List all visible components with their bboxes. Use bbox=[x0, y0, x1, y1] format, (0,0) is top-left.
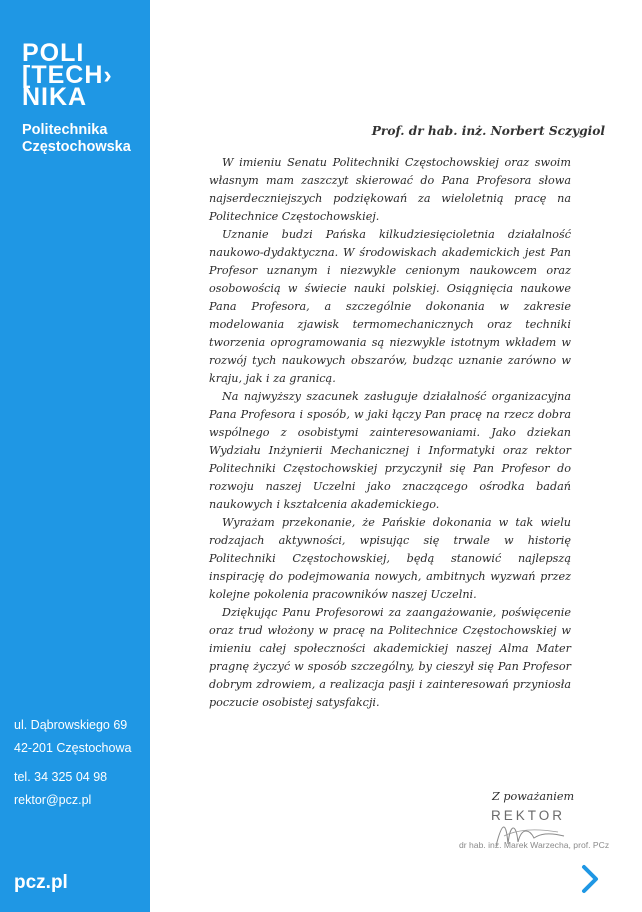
logo-line: [TECH› bbox=[22, 61, 113, 89]
letter-paragraph: W imieniu Senatu Politechniki Częstochowskiej oraz swoim własnym mam zaszczyt skierować do Pana Profesora słowa najserdeczniejszych podziękowań za wieloletnią pracę na Politechnice Częstochowskiej. bbox=[209, 156, 571, 223]
letter-body bbox=[209, 154, 571, 712]
chevron-right-icon[interactable] bbox=[580, 864, 600, 894]
university-name-line: Politechnika bbox=[22, 122, 108, 138]
rector-title: REKTOR bbox=[491, 808, 566, 823]
letter-paragraph: Uznanie budzi Pańska kilkudziesięcioletnia działalność naukowo-dydaktyczna. W środowiskach akademickich jest Pan Profesor uznanym i niezwykle cenionym naukowcem oraz osobowością w świecie nauki polskiej. Osiągnięcia naukowe Pana Profesora, a szczególnie dokonania w zakresie modelowania zjawisk termomechanicznych oraz techniki tworzenia oprogramowania są niezwykle istotnym wkładem w rozwój tych naukowych obszarów, budząc uznanie zarówno w kraju, jak i za granicą. bbox=[209, 228, 571, 385]
logo-line: POLI bbox=[22, 39, 85, 67]
address-city: 42-201 Częstochowa bbox=[14, 741, 132, 755]
sidebar bbox=[0, 0, 150, 912]
contact bbox=[14, 766, 107, 812]
letter-paragraph: Dziękując Panu Profesorowi za zaangażowanie, poświęcenie oraz trud włożony w pracę na Politechnice Częstochowskiej w imieniu całej społeczności akademickiej naszej Alma Mater pragnę życzyć w sposób szczególny, by cieszył się Pan Profesor dobrym zdrowiem, a realizacja pasji i zainteresowań przyniosła poczucie osobistej satysfakcji. bbox=[209, 606, 571, 709]
email-address: rektor@pcz.pl bbox=[14, 793, 92, 807]
recipient-name: Prof. dr hab. inż. Norbert Sczygiol bbox=[371, 124, 605, 138]
letter-paragraph: Wyrażam przekonanie, że Pańskie dokonania w tak wielu rodzajach aktywności, wpisując się trwale w historię Politechniki Częstochowskiej, będą stanowić najlepszą inspirację do podejmowania nowych, ambitnych wyzwań przez kolejne pokolenia pracowników naszej Uczelni. bbox=[209, 516, 571, 601]
closing-salutation: Z poważaniem bbox=[492, 790, 575, 803]
university-logo bbox=[22, 39, 113, 111]
address-street: ul. Dąbrowskiego 69 bbox=[14, 718, 128, 732]
logo-line: NIKA bbox=[22, 83, 88, 111]
rector-name: dr hab. inż. Marek Warzecha, prof. PCz bbox=[459, 840, 610, 850]
address bbox=[14, 714, 131, 760]
website-link[interactable]: pcz.pl bbox=[14, 872, 68, 893]
letter-paragraph: Na najwyższy szacunek zasługuje działalność organizacyjna Pana Profesora i sposób, w jaki łączy Pan pracę na rzecz dobra wspólnego z osobistymi zainteresowaniami. Jako dziekan Wydziału Inżynierii Mechanicznej i Informatyki oraz rektor Politechniki Częstochowskiej przyczynił się Pan Profesor do rozwoju naszej Uczelni jako znaczącego ośrodka badań naukowych i kształcenia akademickiego. bbox=[209, 390, 571, 511]
university-name-line: Częstochowska bbox=[22, 139, 131, 155]
university-name bbox=[22, 122, 131, 156]
phone-number: tel. 34 325 04 98 bbox=[14, 770, 108, 784]
